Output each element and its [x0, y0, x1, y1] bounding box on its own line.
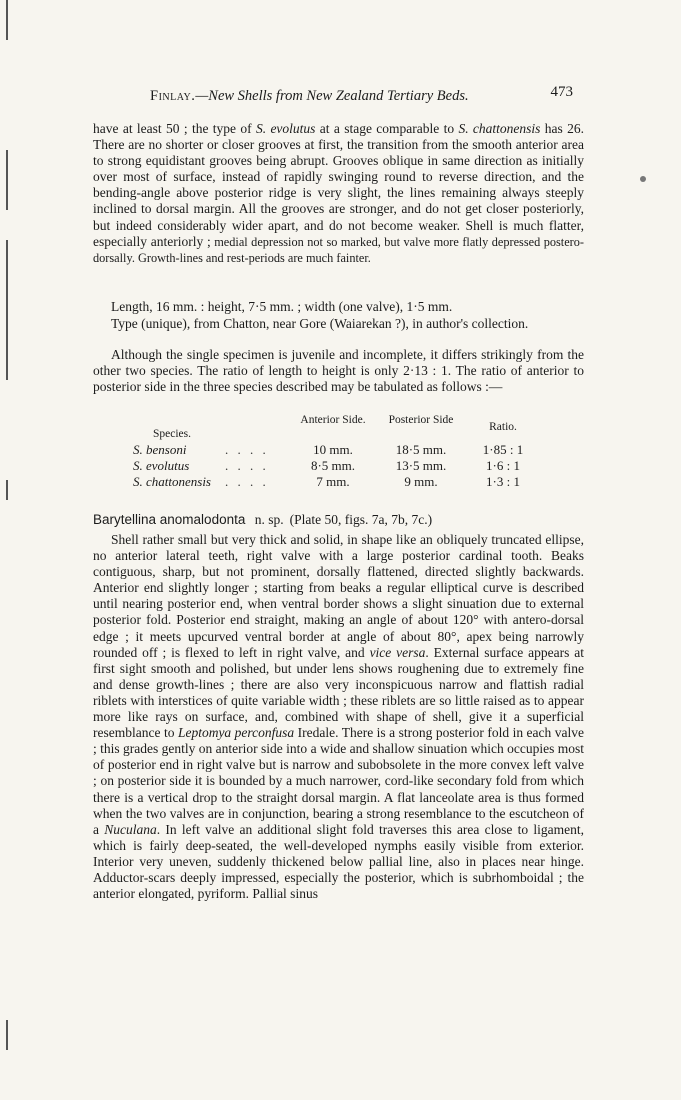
- species-suffix: n. sp.: [251, 512, 284, 527]
- species-heading: [93, 512, 584, 528]
- ratio-paragraph: Although the single specimen is juvenile and incomplete, it differs strikingly from the other two species. The ratio of length to height is only 2·13 : 1. The ratio of anterior to posterior side in the three species described may be tabulated as follows :—: [93, 347, 584, 395]
- paragraph-continuation: have at least 50 ; the type of S. evolutus at a stage comparable to S. chattonensis has 26. There are no shorter or closer grooves at first, the transition from the smooth anterior area to strong equidistant grooves being abrupt. Grooves oblique in same direction as initially over most of surface, instead of rapidly swinging round to reverse direction, and the bending-angle above posterior ridge is very slight, the lines remaining always steeply inclined to dorsal margin. All the grooves are stronger, and do not get closer posteriorly, but indeed considerably wider apart, and do not become weaker. Shell is much flatter, especially anteriorly ; medial depression not so marked, but valve more flatly depressed postero-dorsally. Growth-lines and rest-periods are much fainter.: [93, 121, 584, 265]
- header-title: —New Shells from New Zealand Tertiary Beds.: [195, 88, 469, 104]
- margin-mark: [6, 0, 8, 40]
- header-anterior: Anterior Side.: [300, 414, 366, 426]
- page-number: 473: [550, 84, 573, 100]
- running-head: [150, 84, 575, 105]
- table-row: S. bensoni . . . . 10 mm. 18·5 mm. 1·85 : 1: [133, 442, 524, 457]
- table-header-row: [133, 414, 563, 442]
- header-author: Finlay.: [150, 88, 196, 104]
- margin-mark: [6, 240, 8, 380]
- table-row: S. chattonensis . . . . 7 mm. 9 mm. 1·3 : 1: [133, 474, 520, 489]
- ratio-table: [133, 414, 563, 490]
- scan-speck: [640, 176, 646, 182]
- header-posterior: Posterior Side: [388, 414, 454, 426]
- plate-reference: (Plate 50, figs. 7a, 7b, 7c.): [289, 512, 433, 527]
- header-ratio: Ratio.: [489, 421, 517, 433]
- margin-mark: [6, 1020, 8, 1050]
- measurements-paragraph: Length, 16 mm. : height, 7·5 mm. ; width (one valve), 1·5 mm.: [111, 299, 453, 314]
- species-name: Barytellina anomalodonta: [93, 512, 246, 527]
- margin-mark: [6, 150, 8, 210]
- table-row: S. evolutus . . . . 8·5 mm. 13·5 mm. 1·6 : 1: [133, 458, 520, 473]
- species-description: Shell rather small but very thick and solid, in shape like an obliquely truncated ellipse, no anterior lateral teeth, right valve with a large posterior cardinal tooth. Beaks contiguous, sharp, but not prominent, dorsally flattened, directed slightly backwards. Anterior end slightly longer ; starting from beaks a regular elliptical curve is described until nearing posterior end, when ventral border shows a slight sinuation due to external posterior fold. Posterior end straight, making an angle of about 120° with antero-dorsal edge ; it meets upcurved ventral border at angle of about 80°, apex being narrowly rounded off ; is flexed to left in right valve, and vice versa. External surface appears at first sight smooth and polished, but under lens shows roughening due to extremely fine and dense growth-lines ; there are also very inconspicuous narrow and flattish radial riblets with interstices of quite variable width ; these riblets are so little raised as to appear more like rays on surface, and, combined with shape of shell, give it a superficial resemblance to Leptomya perconfusa Iredale. There is a strong posterior fold in each valve ; this grades gently on anterior side into a wide and shallow sinuation which occupies most of posterior end in right valve but is narrow and subobsolete in the more convex left valve ; on posterior side it is bounded by a much narrower, cord-like secondary fold from which there is a vertical drop to the straight dorsal margin. A flat lanceolate area is thus formed when the two valves are in conjunction, bearing a strong resemblance to the escutcheon of a Nuculana. In left valve an additional slight fold traverses this area close to ligament, which is fairly deep-seated, the well-developed nymphs easily visible from exterior. Interior very uneven, suddenly thickened below pallial line, also in places near hinge. Adductor-scars deeply impressed, especially the posterior, which is subrhomboidal ; the anterior elongated, pyriform. Pallial sinus: [93, 532, 585, 902]
- header-species: Species.: [153, 428, 192, 440]
- type-locality-paragraph: Type (unique), from Chatton, near Gore (Waiarekan ?), in author's collection.: [111, 316, 529, 331]
- margin-mark: [6, 480, 8, 500]
